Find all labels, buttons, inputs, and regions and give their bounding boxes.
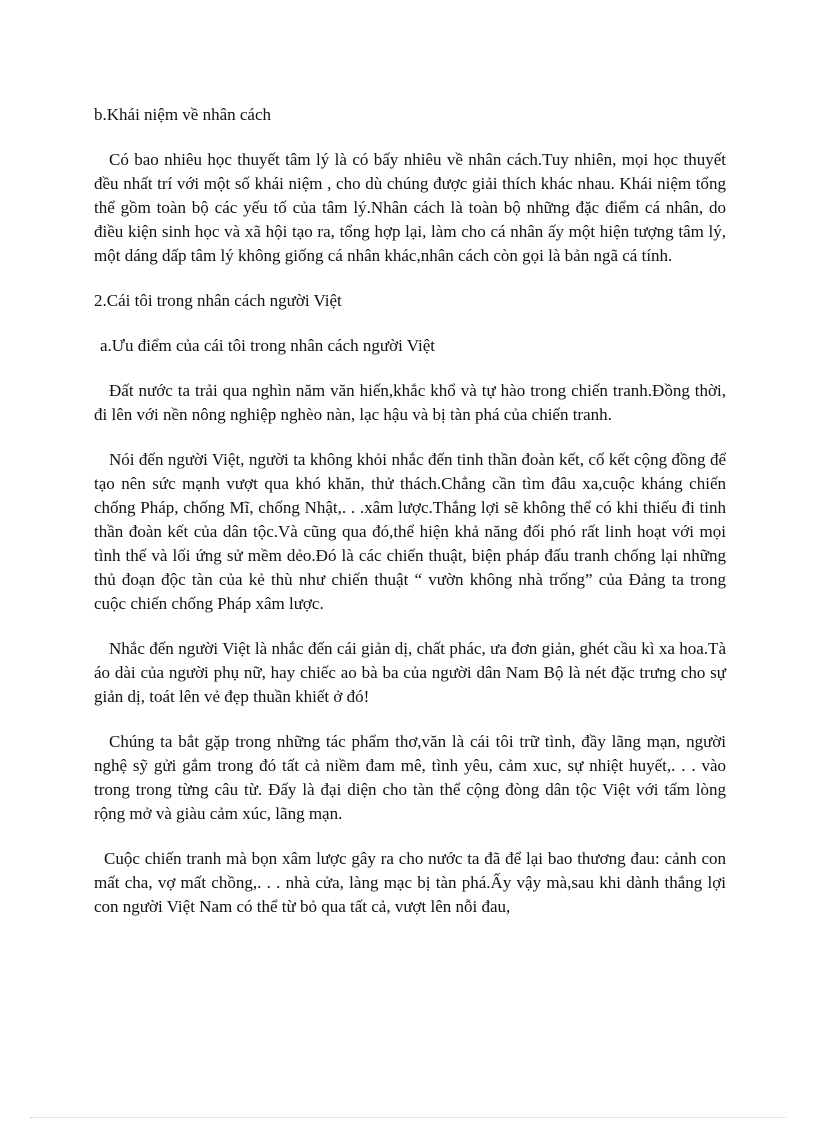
paragraph-1: Đất nước ta trải qua nghìn năm văn hiến,khắc khổ và tự hào trong chiến tranh.Đồng thời, đi lên với nền nông nghiệp nghèo nàn, lạc hậu và bị tàn phá của chiến tranh. [94,381,726,424]
paragraph-5: Cuộc chiến tranh mà bọn xâm lược gây ra cho nước ta đã để lại bao thương đau: cảnh con mất cha, vợ mất chồng,. . . nhà cửa, làng mạc bị tàn phá.Ấy vậy mà,sau khi dành thắng lợi con người Việt Nam có thể từ bỏ qua tất cả, vượt lên nỗi đau, [94,849,726,916]
page-bottom-divider [30,1117,786,1118]
section-heading-2a: a.Ưu điểm của cái tôi trong nhân cách người Việt [100,336,436,355]
paragraph-4: Chúng ta bắt gặp trong những tác phẩm thơ,văn là cái tôi trữ tình, đầy lãng mạn, người nghệ sỹ gửi gắm trong đó tất cả niềm đam mê, tình yêu, cảm xuc, sự nhiệt huyết,. . . vào trong trong từng câu từ. Đấy là đại diện cho tàn thể cộng đòng dân tộc Việt với tấm lòng rộng mở và giàu cảm xúc, lãng mạn. [94,732,726,823]
paragraph-3: Nhắc đến người Việt là nhắc đến cái giản dị, chất phác, ưa đơn giản, ghét cầu kì xa hoa.Tà áo dài của người phụ nữ, hay chiếc ao bà ba của người dân Nam Bộ là nét đặc trưng cho sự giản dị, toát lên vẻ đẹp thuần khiết ở đó! [94,639,726,706]
section-heading-2: 2.Cái tôi trong nhân cách người Việt [94,291,342,310]
section-heading-b: b.Khái niệm về nhân cách [94,105,272,124]
paragraph-personality-concept: Có bao nhiêu học thuyết tâm lý là có bấy nhiêu về nhân cách.Tuy nhiên, mọi học thuyết đều nhất trí với một số khái niệm , cho dù chúng được giải thích khác nhau. Khái niệm tổng thể gồm toàn bộ các yếu tố của tâm lý.Nhân cách là toàn bộ những đặc điểm cá nhân, do điều kiện sinh học và xã hội tạo ra, tổng hợp lại, làm cho cá nhân ấy một hiện tượng tâm lý, một dáng dấp tâm lý không giống cá nhân khác,nhân cách còn gọi là bản ngã cá tính. [94,150,726,265]
document-page [94,103,726,940]
paragraph-2: Nói đến người Việt, người ta không khỏi nhắc đến tinh thần đoàn kết, cố kết cộng đồng để tạo nên sức mạnh vượt qua khó khăn, thử thách.Chẳng cần tìm đâu xa,cuộc kháng chiến chống Pháp, chống Mĩ, chống Nhật,. . .xâm lược.Thắng lợi sẽ không thể có khi thiếu đi tinh thần đoàn kết của dân tộc.Và cũng qua đó,thể hiện khả năng đối phó rất linh hoạt với mọi tình thế và lối ứng sử mềm dẻo.Đó là các chiến thuật, biện pháp đấu tranh chống lại những thủ đoạn độc tàn của kẻ thù như chiến thuật “ vườn không nhà trống” của Đảng ta trong cuộc chiến chống Pháp xâm lược. [94,450,726,613]
